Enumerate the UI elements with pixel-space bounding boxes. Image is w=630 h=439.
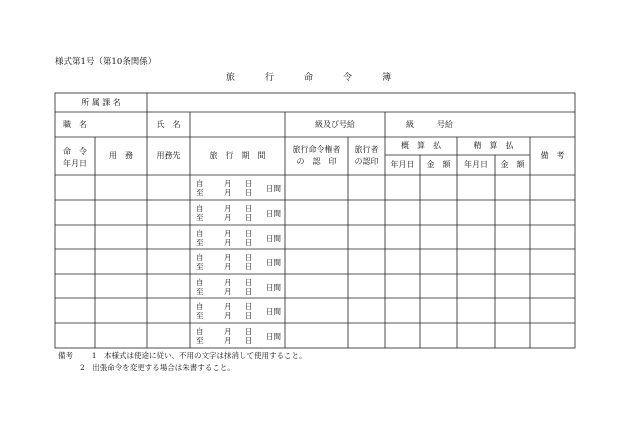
- period-days-label: 日間: [266, 332, 281, 341]
- period-to-label: 至: [196, 262, 204, 271]
- advance-payment-header: 概 算 払: [401, 141, 441, 150]
- title-char: 令: [343, 73, 353, 83]
- period-days-label: 日間: [266, 234, 281, 243]
- period-month-label: 月: [224, 253, 232, 262]
- grade-unit: 級: [406, 119, 414, 129]
- period-day-label: 日: [245, 302, 253, 311]
- period-day-label: 日: [245, 336, 253, 345]
- period-from-label: 自: [196, 278, 204, 287]
- authorizer-seal-header: 旅行命令権者 の 認 印: [292, 145, 341, 166]
- step-unit: 号給: [437, 119, 453, 129]
- period-day-label: 日: [245, 253, 253, 262]
- period-month-label: 月: [224, 302, 232, 311]
- name-label: 氏 名: [156, 119, 181, 129]
- note-2-text: 2 出張命令を変更する場合は朱書すること。: [80, 363, 235, 372]
- notes-label: 備考: [58, 351, 73, 360]
- order-date-header: 命 令 年月日: [63, 146, 87, 168]
- period-month-label: 月: [224, 238, 232, 247]
- period-days-label: 日間: [266, 184, 281, 193]
- period-from-label: 自: [196, 204, 204, 213]
- period-month-label: 月: [224, 229, 232, 238]
- period-to-label: 至: [196, 238, 204, 247]
- period-day-label: 日: [245, 213, 253, 222]
- form-number: 様式第1号（第10条関係）: [55, 57, 157, 67]
- period-day-label: 日: [245, 327, 253, 336]
- period-to-label: 至: [196, 311, 204, 320]
- destination-header: 用務先: [156, 151, 181, 160]
- title-char: 命: [304, 73, 314, 83]
- settlement-header: 精 算 払: [473, 141, 514, 150]
- period-day-label: 日: [245, 229, 253, 238]
- period-month-label: 月: [224, 311, 232, 320]
- period-month-label: 月: [224, 213, 232, 222]
- title-char: 簿: [382, 73, 392, 83]
- dept-input[interactable]: [148, 94, 574, 111]
- period-from-label: 自: [196, 229, 204, 238]
- note-1: [58, 350, 307, 361]
- period-days-label: 日間: [266, 307, 281, 316]
- period-to-label: 至: [196, 188, 204, 197]
- period-day-label: 日: [245, 311, 253, 320]
- advance-date-header: 年月日: [390, 160, 415, 169]
- advance-amount-header: 金 額: [426, 160, 451, 169]
- period-day-label: 日: [245, 188, 253, 197]
- period-month-label: 月: [224, 278, 232, 287]
- period-month-label: 月: [224, 262, 232, 271]
- period-to-label: 至: [196, 213, 204, 222]
- grade-label: 級及び号給: [315, 119, 355, 129]
- period-month-label: 月: [224, 204, 232, 213]
- title-char: 行: [265, 73, 275, 83]
- period-month-label: 月: [224, 327, 232, 336]
- note-1-text: 1 本様式は使途に従い、不用の文字は抹消して使用すること。: [91, 351, 307, 360]
- period-month-label: 月: [224, 179, 232, 188]
- travel-period-header: 旅 行 期 間: [209, 151, 266, 160]
- period-day-label: 日: [245, 287, 253, 296]
- position-label: 職 名: [63, 119, 87, 129]
- purpose-header: 用 務: [109, 151, 133, 160]
- period-days-label: 日間: [266, 209, 281, 218]
- settlement-amount-header: 金 額: [500, 160, 525, 169]
- period-day-label: 日: [245, 179, 253, 188]
- dept-label: 所 属 課 名: [81, 97, 121, 107]
- period-from-label: 自: [196, 179, 204, 188]
- period-from-label: 自: [196, 302, 204, 311]
- period-month-label: 月: [224, 287, 232, 296]
- period-month-label: 月: [224, 188, 232, 197]
- period-from-label: 自: [196, 253, 204, 262]
- title-char: 旅: [226, 73, 236, 83]
- period-day-label: 日: [245, 278, 253, 287]
- period-day-label: 日: [245, 238, 253, 247]
- note-2: [80, 362, 235, 373]
- period-day-label: 日: [245, 262, 253, 271]
- period-to-label: 至: [196, 287, 204, 296]
- period-to-label: 至: [196, 336, 204, 345]
- remarks-header: 備 考: [540, 151, 565, 160]
- traveler-seal-header: 旅行者 の認印: [354, 145, 379, 166]
- period-from-label: 自: [196, 327, 204, 336]
- period-month-label: 月: [224, 336, 232, 345]
- settlement-date-header: 年月日: [464, 160, 488, 169]
- period-days-label: 日間: [266, 258, 281, 267]
- period-days-label: 日間: [266, 283, 281, 292]
- period-day-label: 日: [245, 204, 253, 213]
